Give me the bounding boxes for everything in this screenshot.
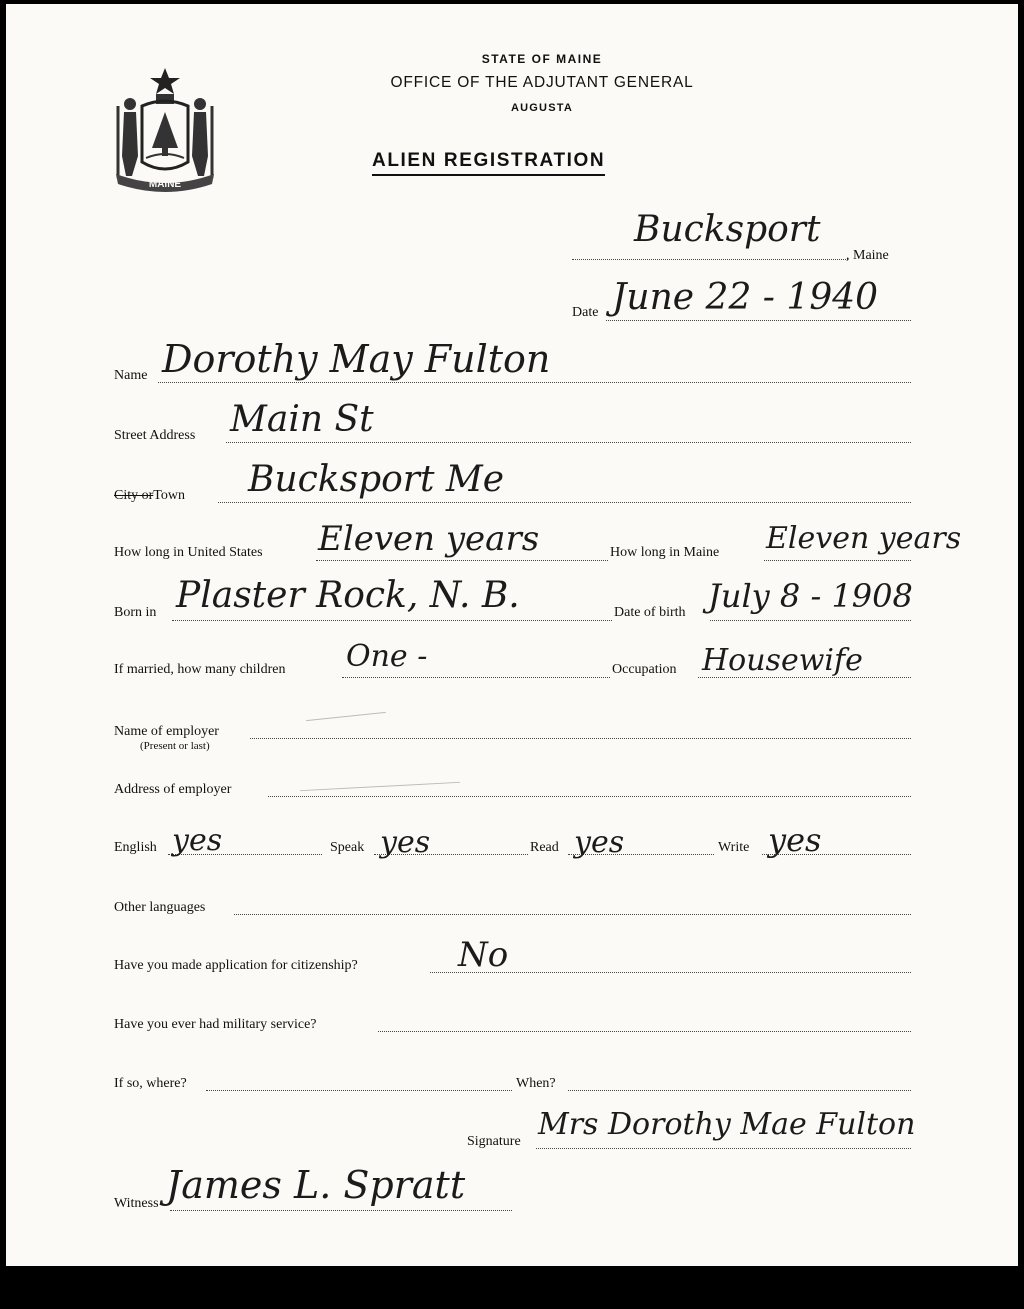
how-long-maine-label: How long in Maine bbox=[610, 545, 720, 560]
citizenship-label: Have you made application for citizenship? bbox=[114, 958, 358, 973]
signature-value: Mrs Dorothy Mae Fulton bbox=[538, 1107, 916, 1142]
date-of-birth-value: July 8 - 1908 bbox=[708, 577, 913, 615]
street-address-line bbox=[226, 442, 911, 443]
town-value: Bucksport Me bbox=[248, 459, 505, 500]
seal-motto: MAINE bbox=[148, 179, 182, 190]
how-long-maine-line bbox=[764, 560, 911, 561]
how-long-us-value: Eleven years bbox=[318, 519, 540, 559]
read-value: yes bbox=[574, 825, 625, 860]
occupation-value: Housewife bbox=[702, 643, 863, 678]
signature-label: Signature bbox=[467, 1134, 521, 1149]
city-heading: AUGUSTA bbox=[511, 102, 573, 114]
office-heading: OFFICE OF THE ADJUTANT GENERAL bbox=[390, 74, 694, 91]
witness-value: James L. Spratt bbox=[166, 1163, 466, 1207]
employer-address-label: Address of employer bbox=[114, 782, 232, 797]
street-address-label: Street Address bbox=[114, 428, 196, 443]
other-languages-line bbox=[234, 914, 911, 915]
signature-line bbox=[536, 1148, 911, 1149]
name-label: Name bbox=[114, 368, 148, 383]
street-address-value: Main St bbox=[230, 399, 374, 440]
name-line bbox=[158, 382, 911, 383]
military-line bbox=[378, 1031, 911, 1032]
name-value: Dorothy May Fulton bbox=[162, 337, 551, 381]
write-value: yes bbox=[768, 821, 822, 859]
children-value: One - bbox=[346, 639, 428, 674]
when-line bbox=[568, 1090, 911, 1091]
employer-name-label: Name of employer bbox=[114, 724, 219, 739]
military-label: Have you ever had military service? bbox=[114, 1017, 317, 1032]
date-of-birth-line bbox=[710, 620, 911, 621]
form-title: ALIEN REGISTRATION bbox=[372, 150, 605, 176]
citizenship-value: No bbox=[458, 935, 509, 975]
where-label: If so, where? bbox=[114, 1076, 187, 1091]
location-line bbox=[572, 259, 848, 260]
speak-label: Speak bbox=[330, 840, 365, 855]
date-value: June 22 - 1940 bbox=[612, 277, 879, 318]
english-value: yes bbox=[172, 823, 223, 858]
town-label-text: Town bbox=[153, 488, 185, 503]
speak-value: yes bbox=[380, 825, 431, 860]
how-long-us-label: How long in United States bbox=[114, 545, 263, 560]
town-label bbox=[114, 488, 185, 504]
other-languages-label: Other languages bbox=[114, 900, 206, 915]
state-heading: STATE OF MAINE bbox=[481, 52, 603, 66]
town-line bbox=[218, 502, 911, 503]
born-in-line bbox=[172, 620, 612, 621]
born-in-value: Plaster Rock, N. B. bbox=[176, 575, 520, 616]
how-long-maine-value: Eleven years bbox=[766, 521, 962, 556]
occupation-label: Occupation bbox=[612, 662, 677, 677]
date-of-birth-label: Date of birth bbox=[614, 605, 686, 620]
born-in-label: Born in bbox=[114, 605, 157, 620]
write-label: Write bbox=[718, 840, 750, 855]
location-suffix: , Maine bbox=[846, 248, 889, 263]
witness-line bbox=[170, 1210, 512, 1211]
date-line bbox=[606, 320, 911, 321]
date-label: Date bbox=[572, 305, 599, 320]
children-label: If married, how many children bbox=[114, 662, 286, 677]
employer-name-note: (Present or last) bbox=[140, 740, 210, 752]
city-label-struck: City or bbox=[114, 488, 154, 503]
how-long-us-line bbox=[316, 560, 608, 561]
employer-name-line bbox=[250, 738, 911, 739]
read-label: Read bbox=[530, 840, 559, 855]
when-label: When? bbox=[516, 1076, 556, 1091]
employer-address-line bbox=[268, 796, 911, 797]
witness-label: Witness bbox=[114, 1196, 159, 1211]
children-line bbox=[342, 677, 610, 678]
location-value: Bucksport bbox=[634, 209, 821, 250]
where-line bbox=[206, 1090, 512, 1091]
english-label: English bbox=[114, 840, 157, 855]
